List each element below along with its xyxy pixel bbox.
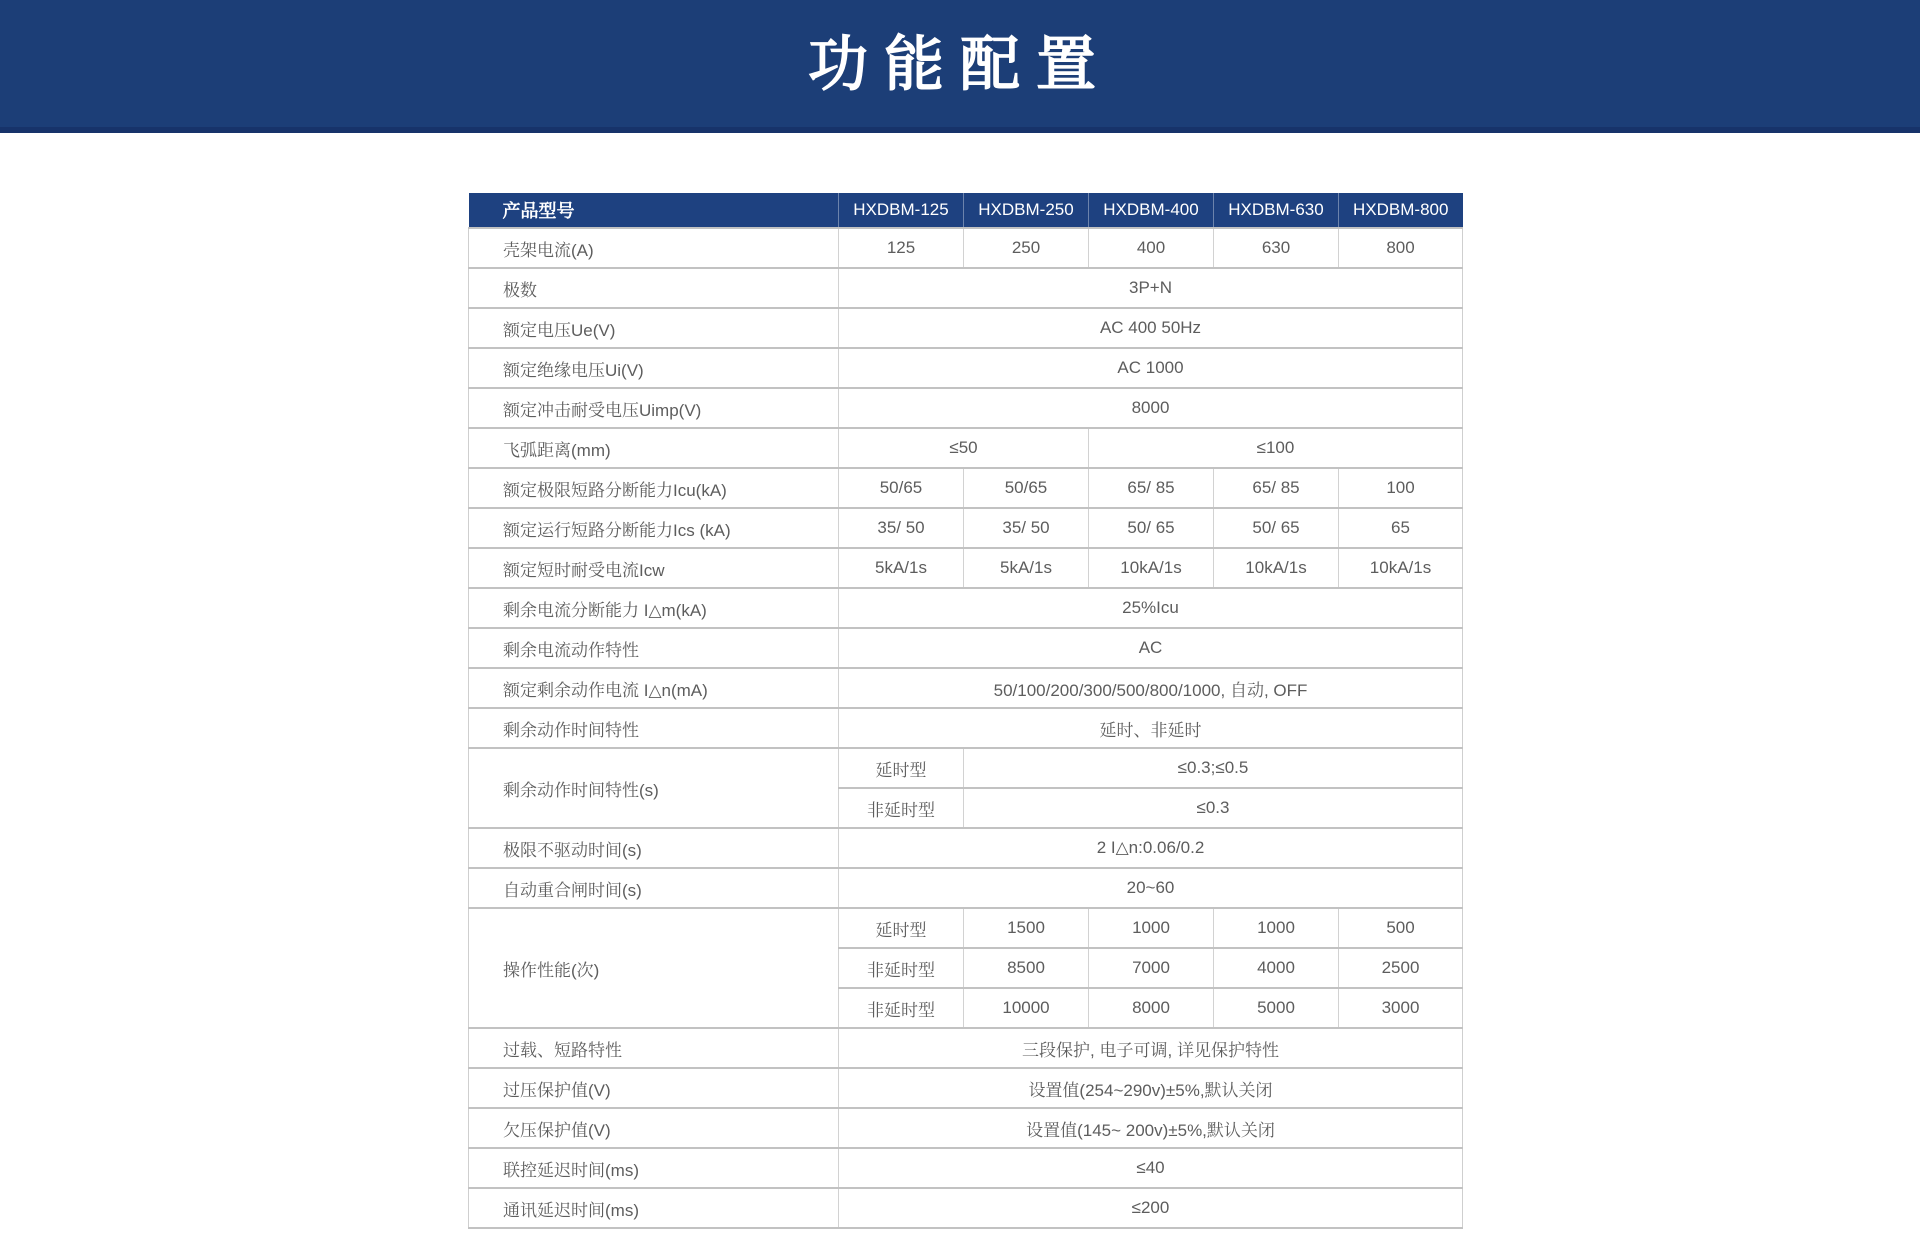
cell: 1000 (1214, 908, 1339, 948)
cell: 10kA/1s (1214, 548, 1339, 588)
cell: 延时、非延时 (839, 708, 1463, 748)
cell: 2 I△n:0.06/0.2 (839, 828, 1463, 868)
cell: 630 (1214, 228, 1339, 268)
row-label: 壳架电流(A) (469, 228, 839, 268)
cell: 设置值(145~ 200v)±5%,默认关闭 (839, 1108, 1463, 1148)
cell: 10kA/1s (1339, 548, 1463, 588)
table-row (469, 468, 1463, 508)
cell: AC 400 50Hz (839, 308, 1463, 348)
cell: 65/ 85 (1214, 468, 1339, 508)
row-label: 额定运行短路分断能力Ics (kA) (469, 508, 839, 548)
column-header-label: 产品型号 (469, 193, 839, 228)
cell: ≤100 (1089, 428, 1463, 468)
row-label: 额定电压Ue(V) (469, 308, 839, 348)
table-row (469, 428, 1463, 468)
row-label: 操作性能(次) (469, 908, 839, 1028)
page-title: 功能配置 (808, 31, 1112, 98)
row-label: 过压保护值(V) (469, 1068, 839, 1108)
cell: 非延时型 (839, 788, 964, 828)
row-label: 额定极限短路分断能力Icu(kA) (469, 468, 839, 508)
table-row (469, 388, 1463, 428)
row-label: 剩余动作时间特性 (469, 708, 839, 748)
row-label: 剩余动作时间特性(s) (469, 748, 839, 828)
cell: 125 (839, 228, 964, 268)
cell: 35/ 50 (964, 508, 1089, 548)
cell: 1000 (1089, 908, 1214, 948)
spec-table-head (469, 193, 1463, 228)
column-header-model: HXDBM-800 (1339, 193, 1463, 228)
table-row (469, 508, 1463, 548)
cell: 4000 (1214, 948, 1339, 988)
cell: 50/65 (839, 468, 964, 508)
row-label: 剩余电流动作特性 (469, 628, 839, 668)
table-row (469, 748, 1463, 788)
cell: 8000 (1089, 988, 1214, 1028)
cell: 三段保护, 电子可调, 详见保护特性 (839, 1028, 1463, 1068)
column-header-model: HXDBM-400 (1089, 193, 1214, 228)
cell: 5kA/1s (839, 548, 964, 588)
title-banner (0, 0, 1920, 133)
cell: 8000 (839, 388, 1463, 428)
table-row (469, 308, 1463, 348)
cell: 10000 (964, 988, 1089, 1028)
table-row (469, 908, 1463, 948)
cell: 100 (1339, 468, 1463, 508)
cell: 1500 (964, 908, 1089, 948)
cell: 25%Icu (839, 588, 1463, 628)
row-label: 极限不驱动时间(s) (469, 828, 839, 868)
column-header-model: HXDBM-630 (1214, 193, 1339, 228)
header-row (469, 193, 1463, 228)
cell: 10kA/1s (1089, 548, 1214, 588)
cell: 设置值(254~290v)±5%,默认关闭 (839, 1068, 1463, 1108)
spec-table (468, 193, 1463, 1229)
cell: 50/100/200/300/500/800/1000, 自动, OFF (839, 668, 1463, 708)
row-label: 通讯延迟时间(ms) (469, 1188, 839, 1228)
cell: ≤40 (839, 1148, 1463, 1188)
table-row (469, 588, 1463, 628)
table-row (469, 268, 1463, 308)
cell: 65 (1339, 508, 1463, 548)
cell: AC 1000 (839, 348, 1463, 388)
cell: ≤200 (839, 1188, 1463, 1228)
table-row (469, 1188, 1463, 1228)
cell: 非延时型 (839, 948, 964, 988)
table-row (469, 1068, 1463, 1108)
table-row (469, 548, 1463, 588)
cell: 2500 (1339, 948, 1463, 988)
cell: 250 (964, 228, 1089, 268)
row-label: 额定剩余动作电流 I△n(mA) (469, 668, 839, 708)
table-row (469, 708, 1463, 748)
row-label: 极数 (469, 268, 839, 308)
row-label: 欠压保护值(V) (469, 1108, 839, 1148)
table-row (469, 628, 1463, 668)
table-row (469, 228, 1463, 268)
cell: 延时型 (839, 908, 964, 948)
table-row (469, 1148, 1463, 1188)
cell: 延时型 (839, 748, 964, 788)
cell: 400 (1089, 228, 1214, 268)
table-row (469, 348, 1463, 388)
column-header-model: HXDBM-125 (839, 193, 964, 228)
cell: 7000 (1089, 948, 1214, 988)
spec-table-body (469, 228, 1463, 1228)
cell: AC (839, 628, 1463, 668)
row-label: 额定冲击耐受电压Uimp(V) (469, 388, 839, 428)
table-row (469, 868, 1463, 908)
table-row (469, 668, 1463, 708)
row-label: 联控延迟时间(ms) (469, 1148, 839, 1188)
cell: 50/65 (964, 468, 1089, 508)
cell: 50/ 65 (1089, 508, 1214, 548)
table-row (469, 828, 1463, 868)
row-label: 飞弧距离(mm) (469, 428, 839, 468)
cell: 非延时型 (839, 988, 964, 1028)
cell: ≤50 (839, 428, 1089, 468)
row-label: 额定绝缘电压Ui(V) (469, 348, 839, 388)
cell: 500 (1339, 908, 1463, 948)
cell: 5kA/1s (964, 548, 1089, 588)
cell: 65/ 85 (1089, 468, 1214, 508)
row-label: 自动重合闸时间(s) (469, 868, 839, 908)
cell: 800 (1339, 228, 1463, 268)
cell: 8500 (964, 948, 1089, 988)
row-label: 剩余电流分断能力 I△m(kA) (469, 588, 839, 628)
cell: 3000 (1339, 988, 1463, 1028)
cell: 3P+N (839, 268, 1463, 308)
column-header-model: HXDBM-250 (964, 193, 1089, 228)
table-row (469, 1108, 1463, 1148)
row-label: 过载、短路特性 (469, 1028, 839, 1068)
cell: 20~60 (839, 868, 1463, 908)
cell: 35/ 50 (839, 508, 964, 548)
cell: ≤0.3 (964, 788, 1463, 828)
cell: 5000 (1214, 988, 1339, 1028)
spec-table-container (468, 193, 1462, 1229)
cell: 50/ 65 (1214, 508, 1339, 548)
row-label: 额定短时耐受电流Icw (469, 548, 839, 588)
table-row (469, 1028, 1463, 1068)
cell: ≤0.3;≤0.5 (964, 748, 1463, 788)
